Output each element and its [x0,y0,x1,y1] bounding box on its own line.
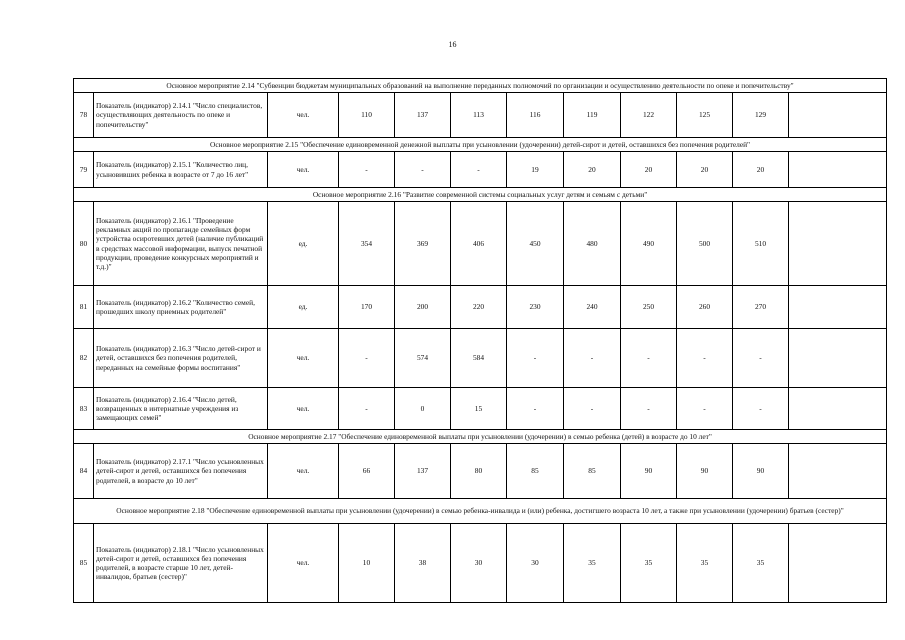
value-cell: 220 [451,286,507,329]
empty-cell [789,286,887,329]
indicator-cell: Показатель (индикатор) 2.17.1 "Число усыновленных детей-сирот и детей, оставшихся без попечения родителей, в возрасте до 10 лет" [94,444,268,499]
row-number: 78 [74,93,94,138]
value-cell: 129 [733,93,789,138]
value-cell: 20 [621,152,677,188]
empty-cell [789,93,887,138]
value-cell: 490 [621,202,677,286]
value-cell: 230 [507,286,564,329]
value-cell: 20 [564,152,621,188]
unit-cell: чел. [268,93,339,138]
row-number: 81 [74,286,94,329]
value-cell: 90 [677,444,733,499]
value-cell: 38 [395,524,451,603]
table-body [74,79,887,603]
unit-cell: ед. [268,286,339,329]
indicator-cell: Показатель (индикатор) 2.15.1 "Количество лиц, усыновивших ребенка в возрасте от 7 до 16 лет" [94,152,268,188]
table-row [74,93,887,138]
value-cell: - [339,329,395,388]
empty-cell [789,152,887,188]
value-cell: - [733,329,789,388]
value-cell: - [621,329,677,388]
table-row [74,202,887,286]
value-cell: 574 [395,329,451,388]
table-row [74,329,887,388]
page-number: 16 [448,40,457,49]
value-cell: 122 [621,93,677,138]
value-cell: 354 [339,202,395,286]
value-cell: 200 [395,286,451,329]
section-row-2-16 [74,188,887,202]
section-title: Основное мероприятие 2.15 "Обеспечение единовременной денежной выплаты при усыновлении (удочерении) детей-сирот и детей, оставшихся без попечения родителей" [74,138,887,152]
value-cell: 250 [621,286,677,329]
empty-cell [789,329,887,388]
value-cell: - [339,388,395,430]
unit-cell: чел. [268,524,339,603]
unit-cell: чел. [268,152,339,188]
value-cell: 35 [621,524,677,603]
value-cell: 170 [339,286,395,329]
indicator-cell: Показатель (индикатор) 2.14.1 "Число специалистов, осуществляющих деятельность по опеке и попечительству" [94,93,268,138]
value-cell: 500 [677,202,733,286]
value-cell: - [677,388,733,430]
value-cell: 137 [395,444,451,499]
table-row [74,444,887,499]
value-cell: - [507,329,564,388]
value-cell: 90 [621,444,677,499]
value-cell: 113 [451,93,507,138]
value-cell: 510 [733,202,789,286]
value-cell: 450 [507,202,564,286]
value-cell: - [395,152,451,188]
value-cell: - [339,152,395,188]
table-row [74,286,887,329]
value-cell: 119 [564,93,621,138]
value-cell: 15 [451,388,507,430]
value-cell: - [733,388,789,430]
indicator-cell: Показатель (индикатор) 2.16.2 "Количество семей, прошедших школу приемных родителей" [94,286,268,329]
section-title: Основное мероприятие 2.17 "Обеспечение единовременной выплаты при усыновлении (удочерении) в семью ребенка (детей) в возрасте до 10 лет" [74,430,887,444]
indicator-cell: Показатель (индикатор) 2.18.1 "Число усыновленных детей-сирот и детей, оставшихся без попечения родителей, в возрасте старше 10 лет, детей-инвалидов, братьев (сестер)" [94,524,268,603]
value-cell: 66 [339,444,395,499]
indicators-table [73,78,887,603]
section-row-2-15 [74,138,887,152]
value-cell: 85 [564,444,621,499]
value-cell: 10 [339,524,395,603]
value-cell: 137 [395,93,451,138]
value-cell: 19 [507,152,564,188]
value-cell: 85 [507,444,564,499]
value-cell: - [677,329,733,388]
section-row-2-14 [74,79,887,93]
section-title: Основное мероприятие 2.16 "Развитие современной системы социальных услуг детям и семьям с детьми" [74,188,887,202]
value-cell: 80 [451,444,507,499]
value-cell: - [564,388,621,430]
row-number: 83 [74,388,94,430]
value-cell: 270 [733,286,789,329]
value-cell: - [564,329,621,388]
indicator-cell: Показатель (индикатор) 2.16.3 "Число детей-сирот и детей, оставшихся без попечения родителей, переданных на семейные формы воспитания" [94,329,268,388]
unit-cell: чел. [268,329,339,388]
row-number: 79 [74,152,94,188]
table-row [74,524,887,603]
table-row [74,388,887,430]
empty-cell [789,524,887,603]
value-cell: 90 [733,444,789,499]
unit-cell: чел. [268,388,339,430]
value-cell: 110 [339,93,395,138]
value-cell: 20 [733,152,789,188]
empty-cell [789,388,887,430]
value-cell: 35 [677,524,733,603]
unit-cell: ед. [268,202,339,286]
row-number: 80 [74,202,94,286]
indicator-cell: Показатель (индикатор) 2.16.1 "Проведение рекламных акций по пропаганде семейных форм устройства осиротевших детей (наличие публикаций в средствах массовой информации, выпуск печатной продукции, проведение конкурсных мероприятий и т.д.)" [94,202,268,286]
indicator-cell: Показатель (индикатор) 2.16.4 "Число детей, возвращенных в интернатные учреждения из замещающих семей" [94,388,268,430]
value-cell: 584 [451,329,507,388]
value-cell: - [451,152,507,188]
section-title: Основное мероприятие 2.18 "Обеспечение единовременной выплаты при усыновлении (удочерении) в семью ребенка-инвалида и (или) ребенка, достигшего возраста 10 лет, а также при усыновлении (удочерении) братьев (сестер)" [74,499,887,524]
value-cell: 30 [507,524,564,603]
row-number: 82 [74,329,94,388]
row-number: 84 [74,444,94,499]
section-title: Основное мероприятие 2.14 "Субвенции бюджетам муниципальных образований на выполнение переданных полномочий по организации и осуществлению деятельности по опеке и попечительству" [74,79,887,93]
unit-cell: чел. [268,444,339,499]
value-cell: 260 [677,286,733,329]
value-cell: 240 [564,286,621,329]
value-cell: 480 [564,202,621,286]
value-cell: 35 [733,524,789,603]
row-number: 85 [74,524,94,603]
value-cell: 369 [395,202,451,286]
value-cell: - [507,388,564,430]
value-cell: - [621,388,677,430]
value-cell: 35 [564,524,621,603]
table-row [74,152,887,188]
value-cell: 116 [507,93,564,138]
section-row-2-18 [74,499,887,524]
value-cell: 406 [451,202,507,286]
value-cell: 20 [677,152,733,188]
value-cell: 0 [395,388,451,430]
empty-cell [789,202,887,286]
value-cell: 30 [451,524,507,603]
value-cell: 125 [677,93,733,138]
empty-cell [789,444,887,499]
section-row-2-17 [74,430,887,444]
